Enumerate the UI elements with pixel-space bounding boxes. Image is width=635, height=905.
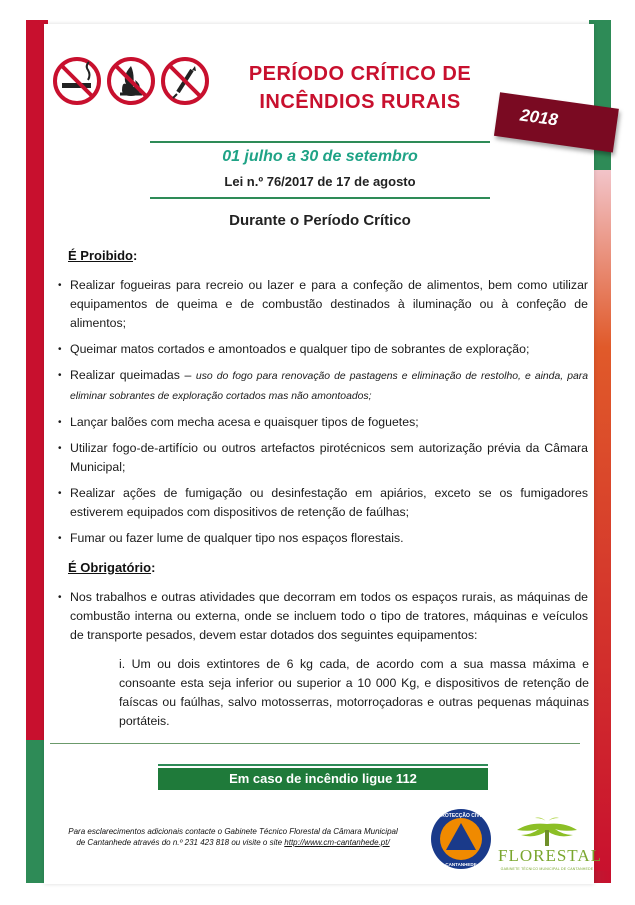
mandatory-sub-item: i. Um ou dois extintores de 6 kg cada, de acordo com a sua massa máxima e consoante esta seja inferior ou superior a 10 000 Kg, e dispositivos de retenção de faíscas ou faúlhas, salvo motosserras, motorroçadoras e outras pequenas máquinas portáteis. — [119, 657, 589, 728]
website-link[interactable]: http://www.cm-cantanhede.pt/ — [284, 838, 390, 847]
list-item: • Nos trabalhos e outras atividades que decorram em todos os espaços rurais, as máquinas de combustão interna ou externa, onde se incluem todo o tipo de tratores, máquinas e veículos de transporte pesados, devem estar dotados dos seguintes equipamentos: — [58, 588, 588, 645]
prohibited-heading — [68, 248, 137, 263]
prohibited-heading-text: É Proibido — [68, 248, 133, 263]
mandatory-heading-text: É Obrigatório — [68, 560, 152, 575]
mandatory-list — [58, 588, 588, 652]
queimadas-note: uso do fogo para renovação de pastagens e eliminação de restolho, e ainda, para eliminar sobrantes de exploração cortados mas não amontoados; — [70, 371, 588, 402]
florestal-logo-text: FLORESTAL — [498, 846, 602, 865]
no-smoking-icon — [52, 56, 102, 106]
civil-protection-badge — [430, 808, 492, 870]
divider-top — [150, 141, 490, 143]
prohibited-list — [58, 276, 588, 555]
emergency-banner: Em caso de incêndio ligue 112 — [158, 768, 488, 790]
contact-note — [58, 826, 408, 848]
list-item: • Lançar balões com mecha acesa e quaisquer tipos de foguetes; — [58, 413, 588, 432]
prohibited-heading-suffix: : — [133, 248, 138, 263]
poster-title — [210, 60, 510, 116]
contact-note-line-2 — [58, 837, 408, 848]
list-item: • Utilizar fogo-de-artifício ou outros artefactos pirotécnicos sem autorização prévia da Câmara Municipal; — [58, 439, 588, 477]
section-title: Durante o Período Crítico — [229, 212, 411, 229]
law-reference: Lei n.º 76/2017 de 17 de agosto — [224, 174, 416, 189]
title-line-2: INCÊNDIOS RURAIS — [259, 91, 461, 113]
mandatory-heading — [68, 560, 155, 575]
contact-note-text: de Cantanhede através do n.º 231 423 818 ou visite o site — [76, 838, 283, 847]
list-item: • Realizar ações de fumigação ou desinfestação em apiários, exceto se os fumigadores estiverem equipados com dispositivos de retenção de faúlhas; — [58, 484, 588, 522]
contact-note-line-1: Para esclarecimentos adicionais contacte o Gabinete Técnico Florestal da Câmara Municipal — [68, 827, 398, 836]
list-item — [58, 366, 588, 406]
queimadas-lead: Realizar queimadas – — [70, 368, 192, 382]
title-line-1: PERÍODO CRÍTICO DE — [248, 63, 472, 85]
prohibition-icons — [52, 56, 212, 114]
mandatory-heading-suffix: : — [151, 560, 156, 575]
badge-bottom-text: CANTANHEDE — [445, 862, 477, 867]
no-fire-icon — [106, 56, 156, 106]
florestal-logo-subtext: GABINETE TÉCNICO MUNICIPAL DE CANTANHEDE — [500, 867, 594, 871]
list-item: • Fumar ou fazer lume de qualquer tipo nos espaços florestais. — [58, 529, 588, 548]
list-item: • Queimar matos cortados e amontoados e qualquer tipo de sobrantes de exploração; — [58, 340, 588, 359]
no-fireworks-icon — [160, 56, 210, 106]
divider-emergency — [158, 764, 488, 766]
divider-law — [150, 197, 490, 199]
list-item: • Realizar fogueiras para recreio ou lazer e para a confeção de alimentos, bem como utilizar equipamentos de queima e de combustão destinados à iluminação ou à confeção de alimentos; — [58, 276, 588, 333]
year-label: 2018 — [518, 105, 560, 130]
period-dates: 01 julho a 30 de setembro — [222, 148, 418, 165]
badge-top-text: PROTECÇÃO CIVIL — [437, 813, 485, 819]
divider-bottom — [50, 743, 580, 744]
